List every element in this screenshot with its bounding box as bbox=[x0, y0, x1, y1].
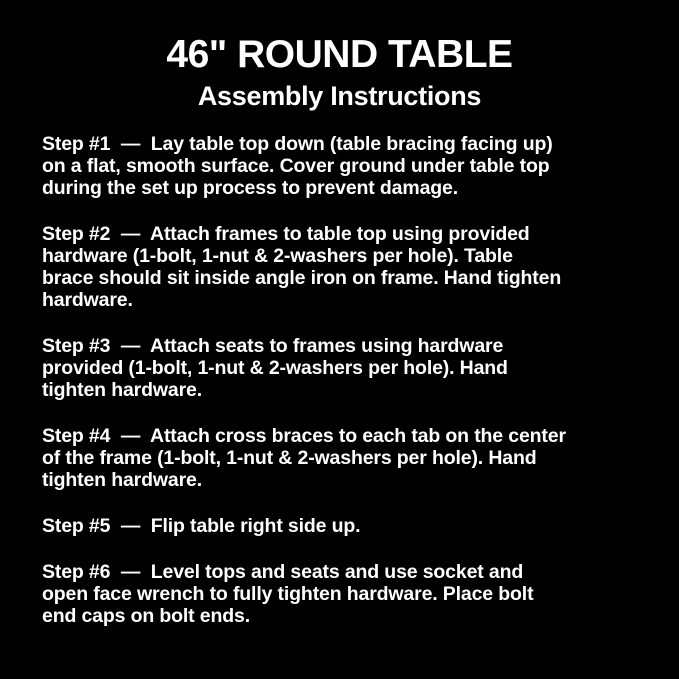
step-4-line: Step #4 — Attach cross braces to each tab on the center bbox=[42, 424, 566, 447]
step-4-line: tighten hardware. bbox=[42, 468, 202, 491]
step-2 bbox=[42, 223, 643, 311]
step-3-line: tighten hardware. bbox=[42, 378, 202, 401]
step-6-line: open face wrench to fully tighten hardware. Place bolt bbox=[42, 582, 534, 605]
step-3-line: Step #3 — Attach seats to frames using hardware bbox=[42, 334, 504, 357]
step-2-line: hardware. bbox=[42, 288, 133, 311]
steps-list bbox=[0, 133, 679, 627]
step-3 bbox=[42, 335, 643, 401]
header bbox=[0, 0, 679, 112]
step-2-line: Step #2 — Attach frames to table top using provided bbox=[42, 222, 530, 245]
step-1-line: Step #1 — Lay table top down (table bracing facing up) bbox=[42, 132, 553, 155]
step-6-line: end caps on bolt ends. bbox=[42, 604, 250, 627]
step-3-line: provided (1-bolt, 1-nut & 2-washers per hole). Hand bbox=[42, 356, 508, 379]
step-6 bbox=[42, 561, 643, 627]
step-5 bbox=[42, 515, 643, 537]
step-6-line: Step #6 — Level tops and seats and use socket and bbox=[42, 560, 524, 583]
step-4-line: of the frame (1-bolt, 1-nut & 2-washers per hole). Hand bbox=[42, 446, 537, 469]
step-4 bbox=[42, 425, 643, 491]
page-title: 46" ROUND TABLE bbox=[166, 33, 513, 76]
step-1-line: during the set up process to prevent damage. bbox=[42, 176, 458, 199]
step-1 bbox=[42, 133, 643, 199]
step-2-line: brace should sit inside angle iron on frame. Hand tighten bbox=[42, 266, 562, 289]
step-5-line: Step #5 — Flip table right side up. bbox=[42, 514, 361, 537]
page-subtitle: Assembly Instructions bbox=[197, 80, 482, 111]
step-1-line: on a flat, smooth surface. Cover ground under table top bbox=[42, 154, 550, 177]
step-2-line: hardware (1-bolt, 1-nut & 2-washers per hole). Table bbox=[42, 244, 513, 267]
